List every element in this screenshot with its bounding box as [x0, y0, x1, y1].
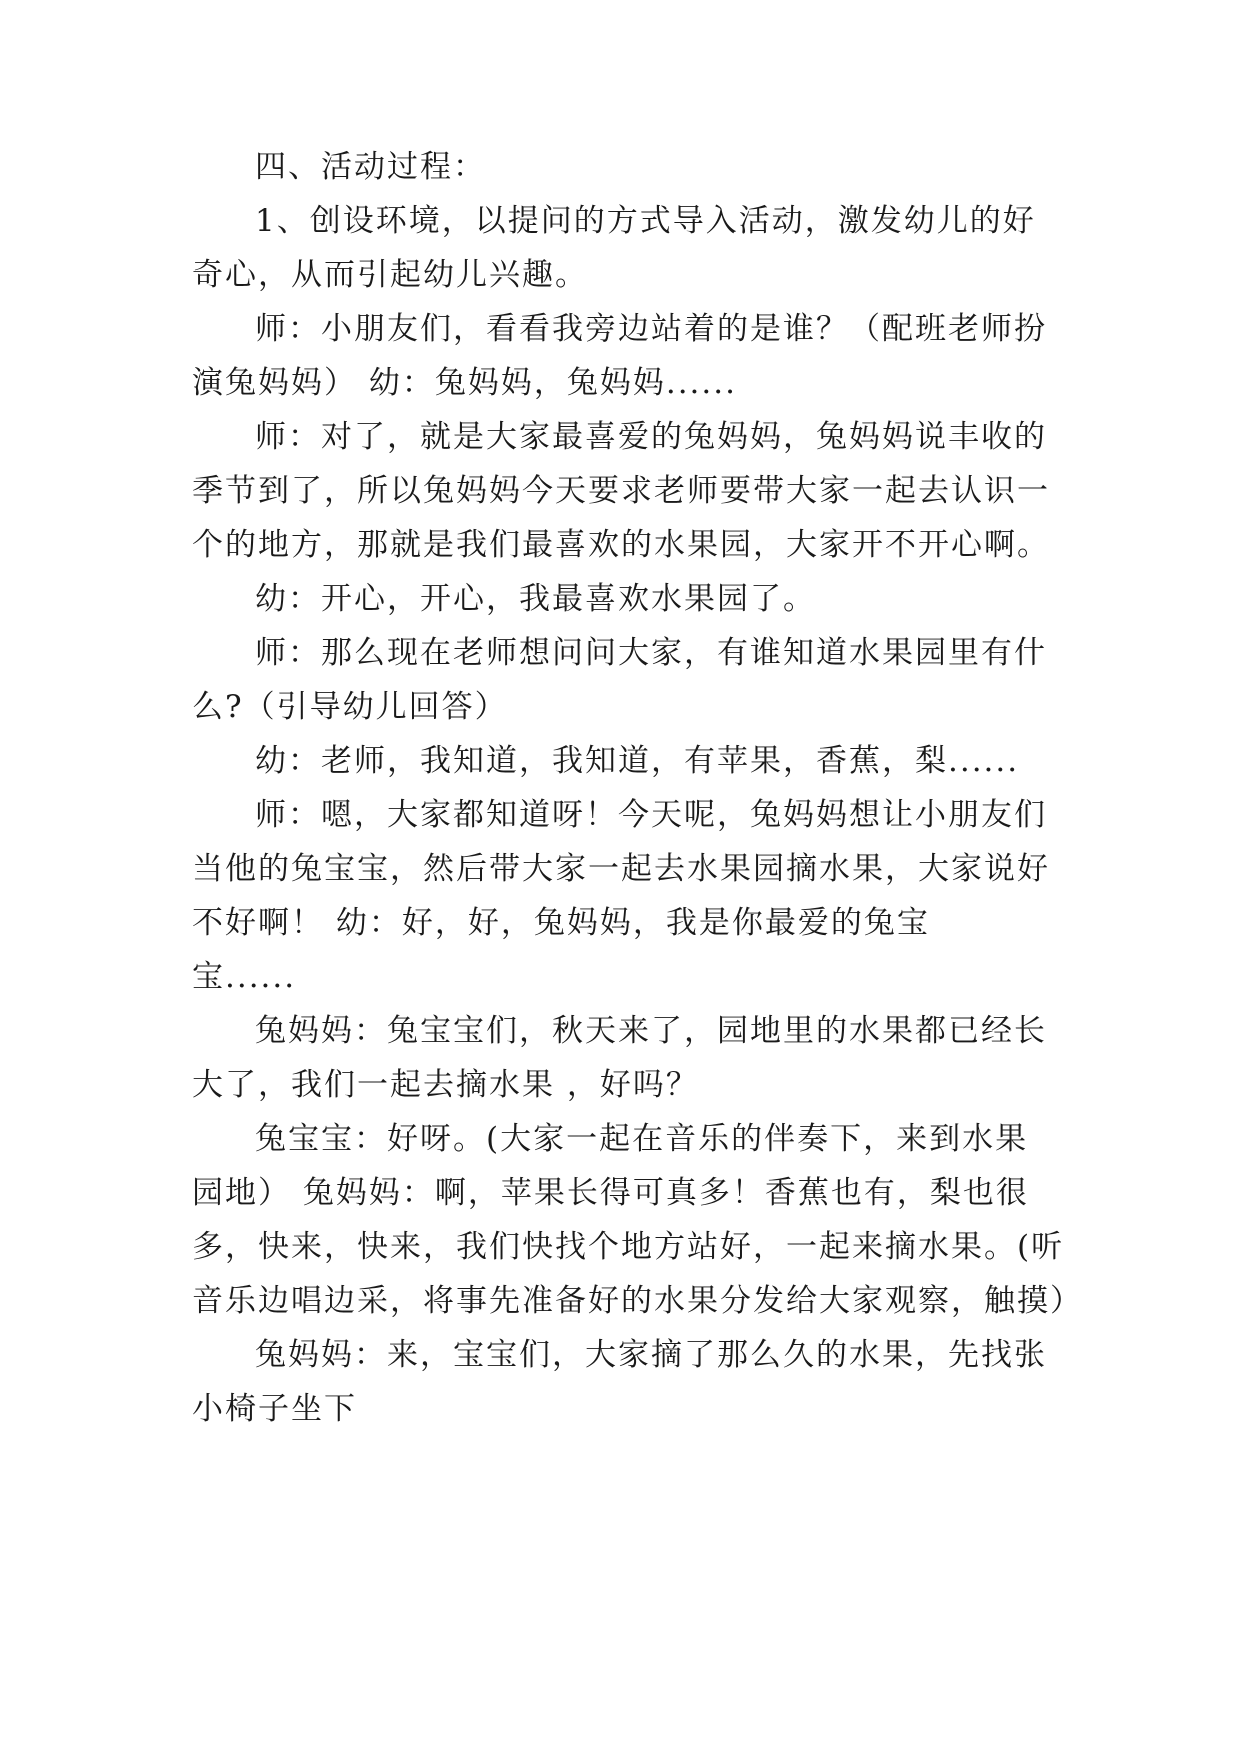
paragraph-line: 兔宝宝：好呀。(大家一起在音乐的伴奏下，来到水果 [255, 1121, 1029, 1157]
paragraph-line: 演兔妈妈） 幼：兔妈妈，兔妈妈...... [192, 365, 737, 401]
paragraph-line: 音乐边唱边采，将事先准备好的水果分发给大家观察，触摸） [192, 1283, 1083, 1319]
paragraph-line: 1、创设环境，以提问的方式导入活动，激发幼儿的好 [255, 203, 1036, 239]
paragraph-line: 宝...... [192, 959, 297, 995]
paragraph-line: 幼：老师，我知道，我知道，有苹果，香蕉，梨...... [255, 743, 1020, 779]
paragraph-line: 兔妈妈：兔宝宝们，秋天来了，园地里的水果都已经长 [255, 1013, 1047, 1049]
paragraph-line: 当他的兔宝宝，然后带大家一起去水果园摘水果，大家说好 [192, 851, 1050, 887]
paragraph-line: 奇心，从而引起幼儿兴趣。 [192, 257, 588, 293]
paragraph-line: 多，快来，快来，我们快找个地方站好，一起来摘水果。(听 [192, 1229, 1065, 1265]
paragraph-line: 么?（引导幼儿回答） [192, 689, 508, 725]
section-heading: 四、活动过程： [255, 149, 486, 185]
paragraph-line: 师：小朋友们，看看我旁边站着的是谁？（配班老师扮 [255, 311, 1047, 347]
paragraph-line: 季节到了，所以兔妈妈今天要求老师要带大家一起去认识一 [192, 473, 1050, 509]
paragraph-line: 师：那么现在老师想问问大家，有谁知道水果园里有什 [255, 635, 1047, 671]
paragraph-line: 个的地方，那就是我们最喜欢的水果园，大家开不开心啊。 [192, 527, 1050, 563]
paragraph-line: 小椅子坐下 [192, 1391, 357, 1427]
paragraph-line: 兔妈妈：来，宝宝们，大家摘了那么久的水果，先找张 [255, 1337, 1047, 1373]
paragraph-line: 园地） 兔妈妈：啊，苹果长得可真多！香蕉也有，梨也很 [192, 1175, 1029, 1211]
paragraph-line: 师：嗯，大家都知道呀！今天呢，兔妈妈想让小朋友们 [255, 797, 1047, 833]
paragraph-line: 大了，我们一起去摘水果 ，好吗？ [192, 1067, 699, 1103]
paragraph-line: 师：对了，就是大家最喜爱的兔妈妈，兔妈妈说丰收的 [255, 419, 1047, 455]
paragraph-line: 不好啊！ 幼：好，好，兔妈妈，我是你最爱的兔宝 [192, 905, 930, 941]
paragraph-line: 幼：开心，开心，我最喜欢水果园了。 [255, 581, 816, 617]
